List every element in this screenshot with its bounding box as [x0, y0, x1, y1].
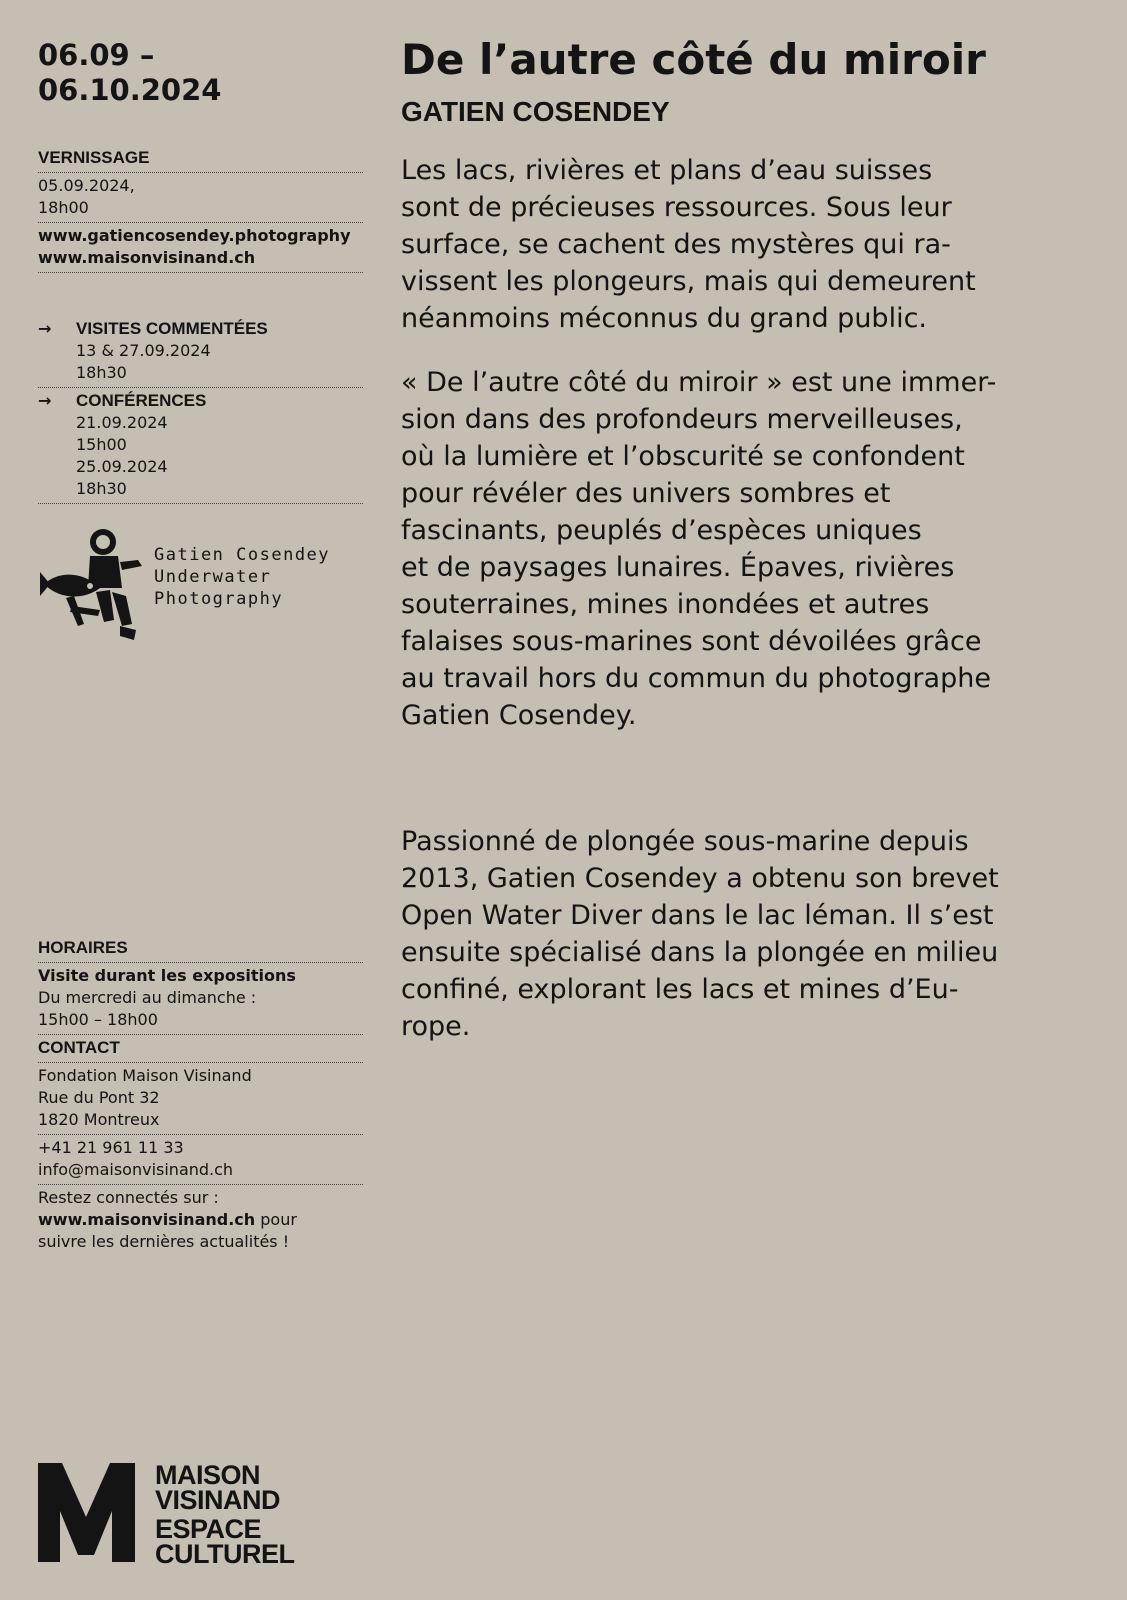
horaires-section [38, 935, 363, 1256]
contact-city: 1820 Montreux [38, 1110, 160, 1129]
artist-logo-line-2: Underwater [154, 567, 272, 587]
visites-heading: VISITES COMMENTÉES [76, 319, 268, 338]
p3-line: confiné, explorant les lacs et mines d’Eu- [401, 974, 959, 1005]
p3-line: Passionné de plongée sous-marine depuis [401, 826, 969, 857]
p2-line: et de paysages lunaires. Épaves, rivières [401, 552, 955, 583]
horaires-hours: 15h00 – 18h00 [38, 1010, 158, 1029]
follow-suffix: pour [255, 1210, 297, 1229]
vernissage-heading: VERNISSAGE [38, 145, 363, 173]
p3-line: ensuite spécialisé dans la plongée en milieu [401, 937, 999, 968]
arrow-right-icon: → [38, 391, 52, 410]
p2-line: falaises sous-marines sont dévoilées grâce [401, 626, 982, 657]
dates-start: 06.09 – [38, 38, 155, 72]
p2-line: sion dans des profondeurs merveilleuses, [401, 404, 963, 435]
artist-logo [38, 526, 363, 644]
p2-line: où la lumière et l’obscurité se confondent [401, 441, 965, 472]
contact-address [38, 1063, 363, 1135]
visites-item [38, 316, 363, 388]
conferences-heading: CONFÉRENCES [76, 391, 207, 410]
p3-line: rope. [401, 1011, 471, 1042]
horaires-heading: HORAIRES [38, 935, 363, 963]
conference-date-1: 21.09.2024 [76, 413, 168, 432]
stay-connected-text: Restez connectés sur : [38, 1188, 219, 1207]
p2-line: « De l’autre côté du miroir » est une immer- [401, 367, 997, 398]
p1-line: sont de précieuses ressources. Sous leur [401, 192, 952, 223]
p1-line: Les lacs, rivières et plans d’eau suisses [401, 155, 933, 186]
p1-line: néanmoins méconnus du grand public. [401, 303, 927, 334]
main-content [401, 32, 1091, 1045]
arrow-right-icon: → [38, 319, 52, 338]
paragraph-3 [401, 823, 1091, 1045]
artist-name: GATIEN COSENDEY [401, 96, 670, 127]
vernissage-section [38, 145, 363, 273]
p3-line: 2013, Gatien Cosendey a obtenu son brevet [401, 863, 999, 894]
p2-line: fascinants, peuplés d’espèces uniques [401, 515, 922, 546]
artist-logo-line-1: Gatien Cosendey [154, 545, 331, 565]
follow-line-2: suivre les dernières actualités ! [38, 1232, 290, 1251]
events-section [38, 316, 363, 504]
p3-line: Open Water Diver dans le lac léman. Il s’est [401, 900, 994, 931]
contact-email[interactable]: info@maisonvisinand.ch [38, 1160, 234, 1179]
artist-logo-line-3: Photography [154, 589, 284, 609]
website-links [38, 223, 363, 273]
horaires-subheading: Visite durant les expositions [38, 966, 296, 985]
contact-phone-email [38, 1135, 363, 1185]
p2-line: Gatien Cosendey. [401, 700, 637, 731]
stay-connected [38, 1185, 363, 1256]
exhibition-title: De l’autre côté du miroir [401, 35, 986, 84]
venue-logo-line-2: VISINAND [155, 1485, 281, 1515]
venue-website-link[interactable]: www.maisonvisinand.ch [38, 248, 256, 267]
contact-street: Rue du Pont 32 [38, 1088, 160, 1107]
horaires-details [38, 963, 363, 1035]
venue-logo-text [155, 1460, 295, 1569]
horaires-days: Du mercredi au dimanche : [38, 988, 257, 1007]
footer-website-link[interactable]: www.maisonvisinand.ch [38, 1210, 256, 1229]
paragraph-2 [401, 364, 1091, 734]
contact-name: Fondation Maison Visinand [38, 1066, 252, 1085]
p2-line: au travail hors du commun du photographe [401, 663, 991, 694]
artist-website-link[interactable]: www.gatiencosendey.photography [38, 226, 351, 245]
dates-end: 06.10.2024 [38, 73, 222, 107]
maison-visinand-m-logo-icon [38, 1463, 135, 1562]
p1-line: surface, se cachent des mystères qui ra- [401, 229, 951, 260]
exhibition-dates [38, 38, 363, 108]
venue-logo [38, 1460, 295, 1569]
visites-time: 18h30 [76, 363, 127, 382]
paragraph-1 [401, 152, 1091, 337]
venue-logo-line-3: ESPACE [155, 1514, 262, 1544]
p2-line: pour révéler des univers sombres et [401, 478, 891, 509]
artist-logo-text [154, 544, 330, 610]
sidebar [38, 38, 363, 1256]
contact-heading: CONTACT [38, 1035, 363, 1063]
vernissage-datetime [38, 173, 363, 223]
diver-illustration-icon [38, 526, 156, 644]
conference-time-2: 18h30 [76, 479, 127, 498]
vernissage-time: 18h00 [38, 198, 89, 217]
contact-phone[interactable]: +41 21 961 11 33 [38, 1138, 184, 1157]
p1-line: vissent les plongeurs, mais qui demeurent [401, 266, 976, 297]
conference-date-2: 25.09.2024 [76, 457, 168, 476]
p2-line: souterraines, mines inondées et autres [401, 589, 930, 620]
venue-logo-line-1: MAISON [155, 1460, 260, 1490]
conference-time-1: 15h00 [76, 435, 127, 454]
conferences-item [38, 388, 363, 504]
visites-dates: 13 & 27.09.2024 [76, 341, 211, 360]
venue-logo-line-4: CULTUREL [155, 1539, 295, 1569]
vernissage-date: 05.09.2024, [38, 176, 135, 195]
